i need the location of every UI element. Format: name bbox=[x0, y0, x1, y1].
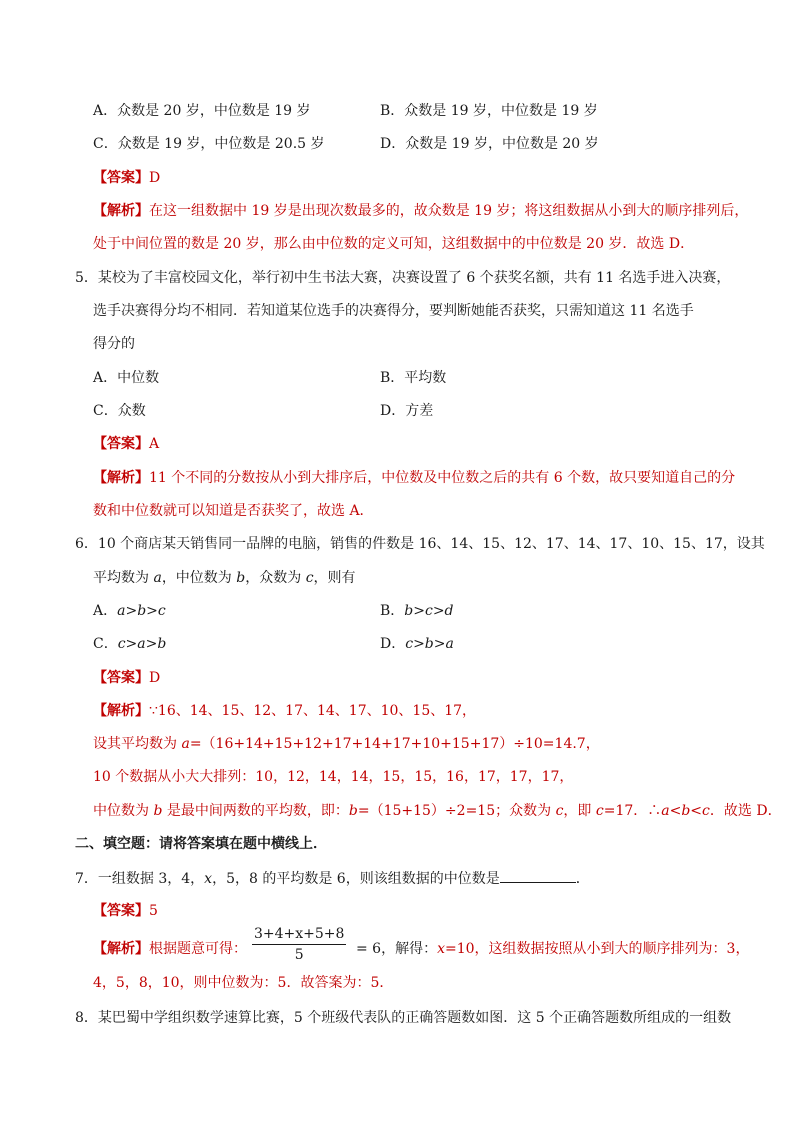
answer-tag: 【答案】 bbox=[93, 670, 149, 686]
q6-answer bbox=[93, 668, 160, 688]
q5-stem-line2: 选手决赛得分均不相同．若知道某位选手的决赛得分，要判断她能否获奖，只需知道这 11 名选手 bbox=[93, 303, 694, 319]
q7-answer bbox=[93, 901, 158, 921]
text: =10，这组数据按照从小到大的顺序排列为：3， bbox=[445, 941, 750, 957]
q4-option-c: C．众数是 19 岁，中位数是 20.5 岁 bbox=[93, 136, 325, 152]
variable: b bbox=[348, 803, 358, 819]
text: 中位数为 bbox=[93, 803, 154, 819]
section-heading-fill-in: 二、填空题：请将答案填在题中横线上． bbox=[75, 836, 327, 852]
variable: x bbox=[204, 871, 213, 887]
analysis-text: 根据题意可得： bbox=[149, 941, 247, 957]
variable: b bbox=[236, 570, 246, 586]
text: ． bbox=[575, 871, 590, 887]
q4-option-a: A．众数是 20 岁，中位数是 19 岁 bbox=[93, 103, 311, 119]
option-label: B． bbox=[380, 603, 405, 619]
analysis-tag: 【解析】 bbox=[93, 941, 149, 957]
q5-option-c: C．众数 bbox=[93, 403, 146, 419]
option-label: A． bbox=[93, 603, 118, 619]
variable: c bbox=[595, 803, 604, 819]
option-expr: b>c>d bbox=[404, 603, 454, 619]
variable: a bbox=[153, 570, 162, 586]
inequality: a<b<c bbox=[661, 803, 710, 819]
analysis-tag: 【解析】 bbox=[93, 703, 149, 719]
answer-tag: 【答案】 bbox=[93, 436, 149, 452]
q5-option-b: B．平均数 bbox=[380, 370, 447, 386]
text: 设其平均数为 bbox=[93, 736, 182, 752]
q4-analysis-line2: 处于中间位置的数是 20 岁，那么由中位数的定义可知，这组数据中的中位数是 20 岁．故选 D． bbox=[93, 236, 695, 252]
q6-stem-line2 bbox=[93, 568, 356, 588]
analysis-tag: 【解析】 bbox=[93, 203, 149, 219]
q5-answer bbox=[93, 434, 159, 454]
q5-analysis-line2: 数和中位数就可以知道是否获奖了，故选 A． bbox=[93, 503, 374, 519]
text: = 6，解得： bbox=[356, 941, 438, 957]
text: ．故选 D． bbox=[709, 803, 782, 819]
q6-analysis-line1 bbox=[93, 701, 476, 721]
q5-stem-line3: 得分的 bbox=[93, 336, 135, 352]
variable: c bbox=[305, 570, 314, 586]
option-label: D． bbox=[380, 636, 406, 652]
q4-answer bbox=[93, 168, 160, 188]
answer-value: D bbox=[149, 170, 161, 186]
option-expr: c>a>b bbox=[117, 636, 167, 652]
fraction-numerator: 3+4+x+5+8 bbox=[252, 926, 346, 945]
text: ，5，8 的平均数是 6，则该组数据的中位数是 bbox=[212, 871, 500, 887]
q7-analysis-line2: 4，5，8，10，则中位数为：5．故答案为：5． bbox=[93, 975, 394, 991]
variable: b bbox=[153, 803, 163, 819]
q5-stem-line1: 5．某校为了丰富校园文化，举行初中生书法大赛，决赛设置了 6 个获奖名额，共有 11 名选手进入决赛， bbox=[75, 270, 731, 286]
q6-analysis-line2 bbox=[93, 734, 600, 754]
text: =（16+14+15+12+17+14+17+10+15+17）÷10=14.7， bbox=[189, 736, 600, 752]
q6-stem-line1: 6．10 个商店某天销售同一品牌的电脑，销售的件数是 16、14、15、12、17、14、17、10、15、17，设其 bbox=[75, 536, 765, 552]
text: ，众数为 bbox=[245, 570, 306, 586]
text: 是最中间两数的平均数，即： bbox=[162, 803, 349, 819]
q6-analysis-line3: 10 个数据从小大大排列：10，12，14，14，15，15，16，17，17，17， bbox=[93, 769, 574, 785]
analysis-text: 在这一组数据中 19 岁是出现次数最多的，故众数是 19 岁；将这组数据从小到大的顺序排列后， bbox=[149, 203, 749, 219]
answer-value: 5 bbox=[149, 903, 158, 919]
analysis-text: ∵16、14、15、12、17、14、17、10、15、17， bbox=[149, 703, 477, 719]
answer-value: D bbox=[149, 670, 161, 686]
q6-option-c bbox=[93, 634, 166, 654]
q7-analysis-line1-rest bbox=[356, 939, 749, 959]
answer-blank[interactable] bbox=[500, 868, 576, 883]
q8-stem-line1: 8．某巴蜀中学组织数学速算比赛，5 个班级代表队的正确答题数如图．这 5 个正确答题数所组成的一组数 bbox=[75, 1010, 732, 1026]
variable: c bbox=[555, 803, 564, 819]
analysis-tag: 【解析】 bbox=[93, 470, 149, 486]
option-expr: a>b>c bbox=[117, 603, 166, 619]
text: 7．一组数据 3，4， bbox=[75, 871, 205, 887]
text: ，即 bbox=[563, 803, 596, 819]
answer-tag: 【答案】 bbox=[93, 170, 149, 186]
option-label: C． bbox=[93, 636, 118, 652]
analysis-text: 11 个不同的分数按从小到大排序后，中位数及中位数之后的共有 6 个数，故只要知道自己的分 bbox=[149, 470, 736, 486]
q4-analysis-line1 bbox=[93, 201, 748, 221]
q5-option-d: D．方差 bbox=[380, 403, 434, 419]
option-expr: c>b>a bbox=[405, 636, 454, 652]
answer-value: A bbox=[149, 436, 160, 452]
fraction-denominator: 5 bbox=[294, 947, 304, 963]
q5-analysis-line1 bbox=[93, 468, 735, 488]
variable: a bbox=[181, 736, 190, 752]
q6-option-d bbox=[380, 634, 454, 654]
q4-option-d: D．众数是 19 岁，中位数是 20 岁 bbox=[380, 136, 599, 152]
q7-analysis-line1 bbox=[93, 939, 247, 959]
q7-fraction bbox=[252, 926, 346, 963]
variable: x bbox=[437, 941, 445, 957]
q6-option-b bbox=[380, 601, 454, 621]
q7-stem bbox=[75, 868, 590, 889]
answer-tag: 【答案】 bbox=[93, 903, 149, 919]
text: =17．∴ bbox=[603, 803, 662, 819]
q5-option-a: A．中位数 bbox=[93, 370, 160, 386]
q6-option-a bbox=[93, 601, 166, 621]
q4-option-b: B．众数是 19 岁，中位数是 19 岁 bbox=[380, 103, 598, 119]
text: =（15+15）÷2=15；众数为 bbox=[357, 803, 556, 819]
text: ，则有 bbox=[313, 570, 356, 586]
text: ，中位数为 bbox=[161, 570, 237, 586]
text: 平均数为 bbox=[93, 570, 154, 586]
q6-analysis-line4 bbox=[93, 801, 782, 821]
